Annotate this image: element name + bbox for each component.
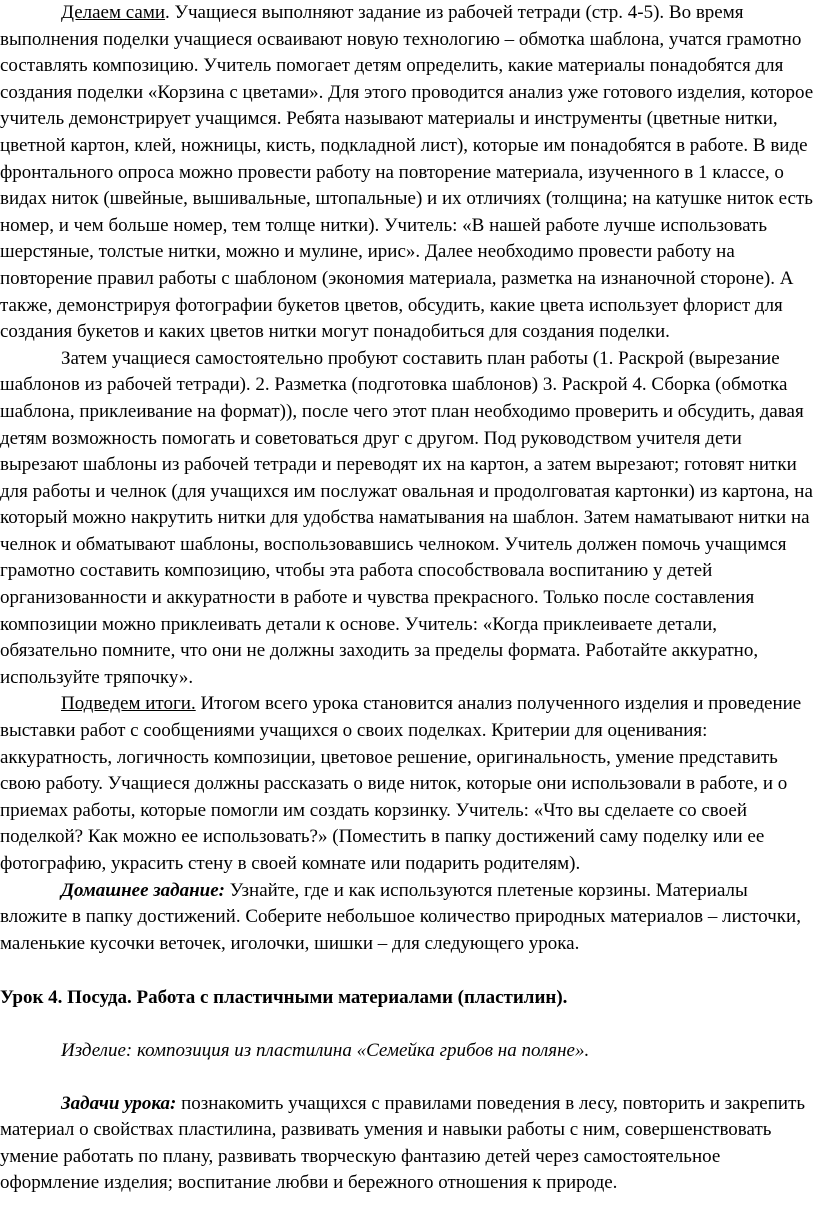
spacer (0, 1012, 814, 1038)
lesson-heading: Урок 4. Посуда. Работа с пластичными материалами (пластилин). (0, 987, 568, 1009)
paragraph-work-plan (0, 346, 814, 692)
paragraph-summary (0, 691, 814, 877)
paragraph-text: Затем учащиеся самостоятельно пробуют составить план работы (1. Раскрой (вырезание шаблонов из рабочей тетради). 2. Разметка (подготовка шаблонов) 3. Раскрой 4. Сборка (обмотка шаблона, приклеивание на формат)), после чего этот план необходимо проверить и обсудить, давая детям возможность помогать и советоваться друг с другом. Под руководством учителя дети вырезают шаблоны из рабочей тетради и переводят их на картон, а затем вырезают; готовят нитки для работы и челнок (для учащихся им послужат овальная и продолговатая картонки) из картона, на который можно накрутить нитки для удобства наматывания на шаблон. Затем наматывают нитки на челнок и обматывают шаблоны, воспользовавшись челноком. Учитель должен помочь учащимся грамотно составить композицию, чтобы эта работа способствовала воспитанию у детей организованности и аккуратности в работе и чувства прекрасного. Только после составления композиции можно приклеивать детали к основе. Учитель: «Когда приклеиваете детали, обязательно помните, что они не должны заходить за пределы формата. Работайте аккуратно, используйте тряпочку». (0, 347, 813, 688)
paragraph-make-yourself (0, 0, 814, 346)
section-label-make-yourself: Делаем сами (61, 2, 166, 23)
section-label-goals: Задачи урока: (61, 1092, 177, 1114)
paragraph-text: . Учащиеся выполняют задание из рабочей тетради (стр. 4-5). Во время выполнения поделки учащиеся осваивают новую технологию – обмотка шаблона, учатся грамотно составлять композицию. Учитель помогает детям определить, какие материалы понадобятся для создания поделки «Корзина с цветами». Для этого проводится анализ уже готового изделия, которое учитель демонстрирует учащимся. Ребята называют материалы и инструменты (цветные нитки, цветной картон, клей, ножницы, кисть, подкладной лист), которые им понадобятся в работе. В виде фронтального опроса можно провести работу на повторение материала, изученного в 1 классе, о видах ниток (швейные, вышивальные, штопальные) и их отличиях (толщина; на катушке ниток есть номер, и чем больше номер, тем толще нитки). Учитель: «В нашей работе лучше использовать шерстяные, толстые нитки, можно и мулине, ирис». Далее необходимо провести работу на повторение правил работы с шаблоном (экономия материала, разметка на изнаночной стороне). А также, демонстрируя фотографии букетов цветов, обсудить, какие цвета использует флорист для создания букетов и каких цветов нитки могут понадобиться для создания поделки. (0, 2, 814, 343)
paragraph-homework (0, 878, 814, 958)
paragraph-text: Итогом всего урока становится анализ полученного изделия и проведение выставки работ с сообщениями учащихся о своих поделках. Критерии для оценивания: аккуратность, логичность композиции, цветовое решение, оригинальность, умение представить свою работу. Учащиеся должны рассказать о виде ниток, которые они использовали в работе, и о приемах работы, которые помогли им создать корзинку. Учитель: «Что вы сделаете со своей поделкой? Как можно ее использовать?» (Поместить в папку достижений саму поделку или ее фотографию, украсить стену в своей комнате или подарить родителям). (0, 693, 802, 874)
section-label-summary: Подведем итоги. (61, 693, 196, 715)
section-label-homework: Домашнее задание: (61, 879, 225, 901)
spacer (0, 1065, 814, 1091)
lesson-product: Изделие: композиция из пластилина «Семейка грибов на поляне». (61, 1039, 590, 1061)
spacer (0, 957, 814, 983)
paragraph-lesson-goals (0, 1091, 814, 1197)
paragraph-text: познакомить учащихся с правилами поведения в лесу, повторить и закрепить материал о свойствах пластилина, развивать умения и навыки работы с ним, совершенствовать умение работать по плану, развивать творческую фантазию детей через самостоятельное оформление изделия; воспитание любви и бережного отношения к природе. (0, 1092, 806, 1194)
paragraph-text: Узнайте, где и как используются плетеные корзины. Материалы вложите в папку достижений. Соберите небольшое количество природных материалов – листочки, маленькие кусочки веточек, иголочки, шишки – для следующего урока. (0, 879, 801, 954)
